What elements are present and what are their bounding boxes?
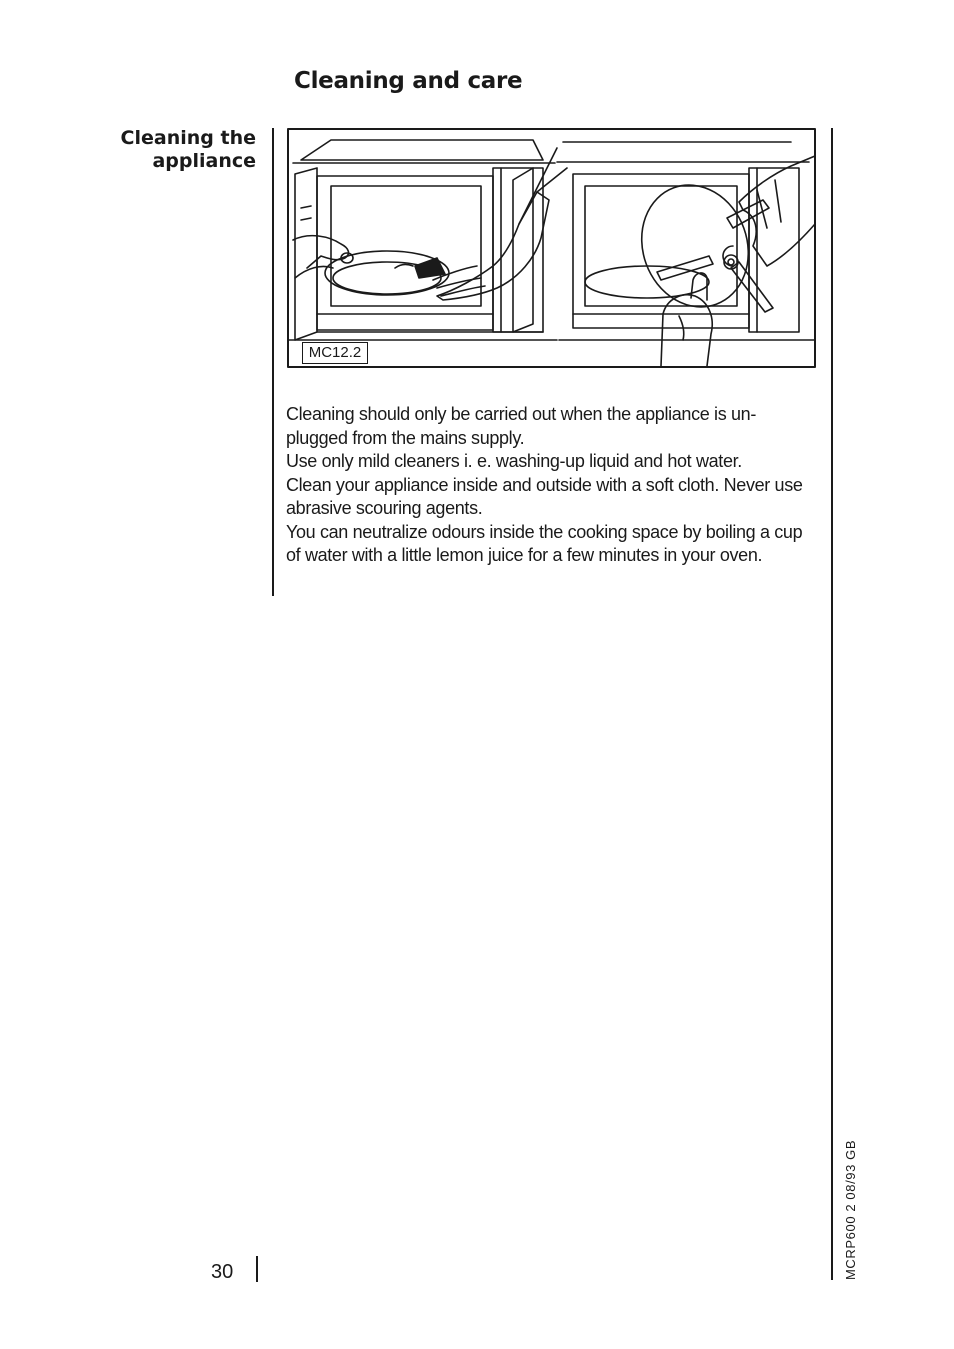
paragraph-unplug: Cleaning should only be carried out when the appliance is un- plugged from the mains supply. xyxy=(286,404,756,448)
microwave-right-drawing xyxy=(557,142,815,366)
body-text xyxy=(286,403,816,568)
figure-code-label: MC12.2 xyxy=(302,342,368,364)
microwave-left-drawing xyxy=(289,140,567,340)
paragraph-soft-cloth: Clean your appliance inside and outside with a soft cloth. Never use abrasive scouring agents. xyxy=(286,474,803,518)
section-heading-line-2: appliance xyxy=(152,150,256,172)
column-rule-left xyxy=(272,128,274,596)
page-number: 30 xyxy=(211,1261,234,1283)
page-number-rule xyxy=(256,1256,258,1282)
paragraph-mild-cleaners: Use only mild cleaners i. e. washing-up liquid and hot water. xyxy=(286,451,742,471)
cleaning-illustration xyxy=(287,128,817,369)
section-heading xyxy=(96,127,256,173)
column-rule-right xyxy=(831,128,833,1280)
document-code: MCRP600 2 08/93 GB xyxy=(843,1139,858,1280)
page-title: Cleaning and care xyxy=(294,68,523,94)
paragraph-odours: You can neutralize odours inside the cooking space by boiling a cup of water with a little lemon juice for a few minutes in your oven. xyxy=(286,521,803,565)
section-heading-line-1: Cleaning the xyxy=(120,127,256,149)
